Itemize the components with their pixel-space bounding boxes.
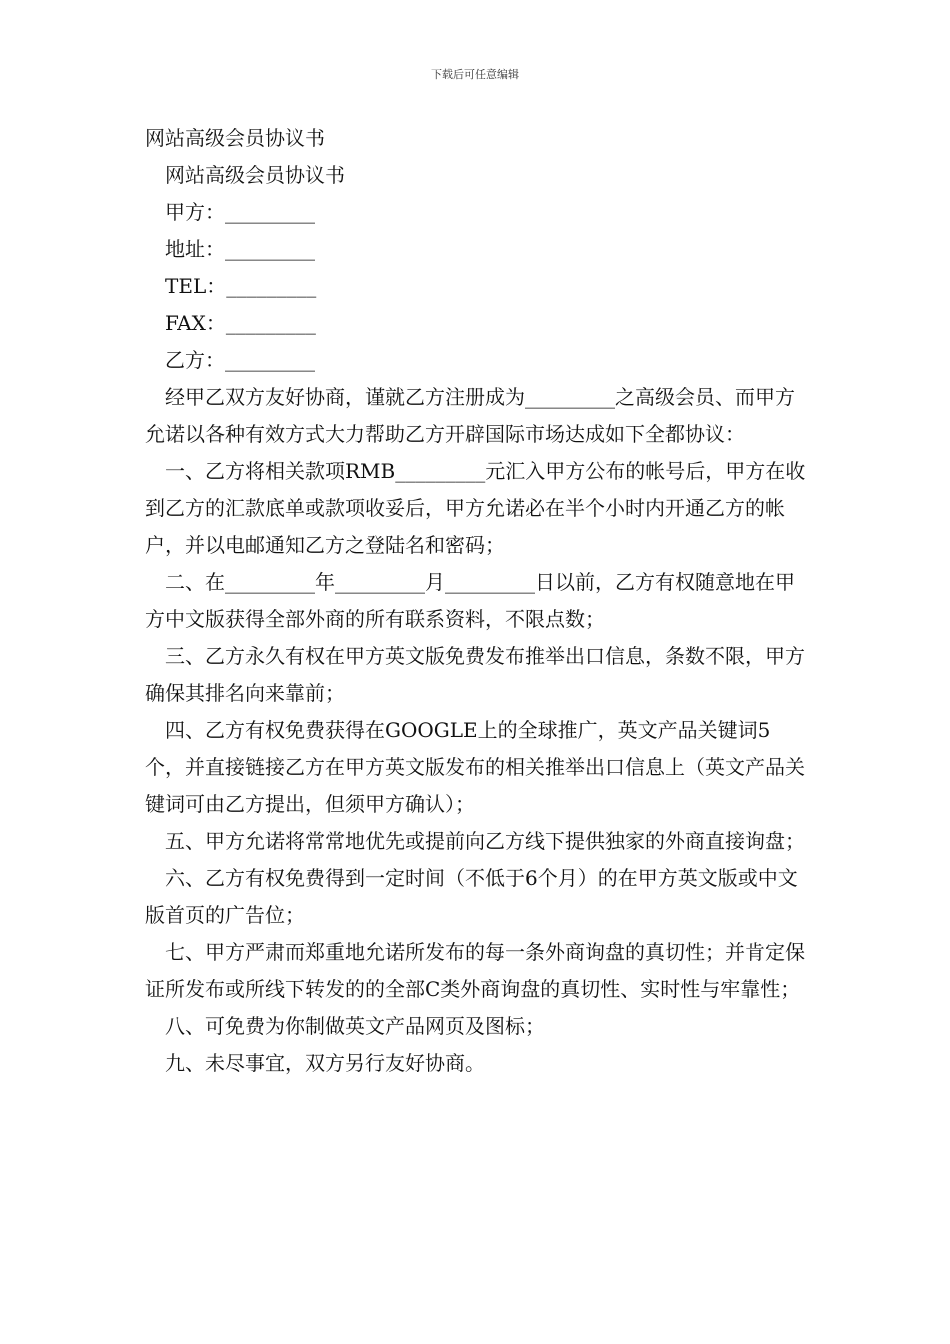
field-tel: TEL：_________ [165, 274, 317, 298]
clause-1: 一、乙方将相关款项RMB_________元汇入甲方公布的帐号后，甲方在收到乙方的汇款底单或款项收妥后，甲方允诺必在半个小时内开通乙方的帐户，并以电邮通知乙方之登陆名和密码； [145, 459, 806, 557]
field-address: 地址：_________ [165, 237, 315, 261]
clause-7: 七、甲方严肃而郑重地允诺所发布的每一条外商询盘的真切性；并肯定保证所发布或所线下转发的的全部C类外商询盘的真切性、实时性与牢靠性； [145, 940, 805, 1001]
clause-8: 八、可免费为你制做英文产品网页及图标； [165, 1014, 545, 1038]
document-body [145, 120, 810, 1082]
document-title: 网站高级会员协议书 [145, 126, 325, 150]
page-header-note: 下载后可任意编辑 [431, 68, 519, 81]
paragraph-preamble: 经甲乙双方友好协商，谨就乙方注册成为_________之高级会员、而甲方允诺以各种有效方式大力帮助乙方开辟国际市场达成如下全都协议： [145, 385, 795, 446]
field-party-b: 乙方：_________ [165, 348, 315, 372]
clause-2: 二、在_________年_________月_________日以前，乙方有权随意地在甲方中文版获得全部外商的所有联系资料，不限点数； [145, 570, 795, 631]
clause-5: 五、甲方允诺将常常地优先或提前向乙方线下提供独家的外商直接询盘； [165, 829, 805, 853]
clause-4: 四、乙方有权免费获得在GOOGLE上的全球推广，英文产品关键词5个，并直接链接乙方在甲方英文版发布的相关推举出口信息上（英文产品关键词可由乙方提出，但须甲方确认）； [145, 718, 805, 816]
field-fax: FAX：_________ [165, 311, 316, 335]
clause-6: 六、乙方有权免费得到一定时间（不低于6个月）的在甲方英文版或中文版首页的广告位； [145, 866, 798, 927]
field-party-a: 甲方：_________ [165, 200, 315, 224]
clause-9: 九、未尽事宜，双方另行友好协商。 [165, 1051, 485, 1075]
clause-3: 三、乙方永久有权在甲方英文版免费发布推举出口信息，条数不限，甲方确保其排名向来靠前； [145, 644, 805, 705]
document-subtitle: 网站高级会员协议书 [165, 163, 345, 187]
